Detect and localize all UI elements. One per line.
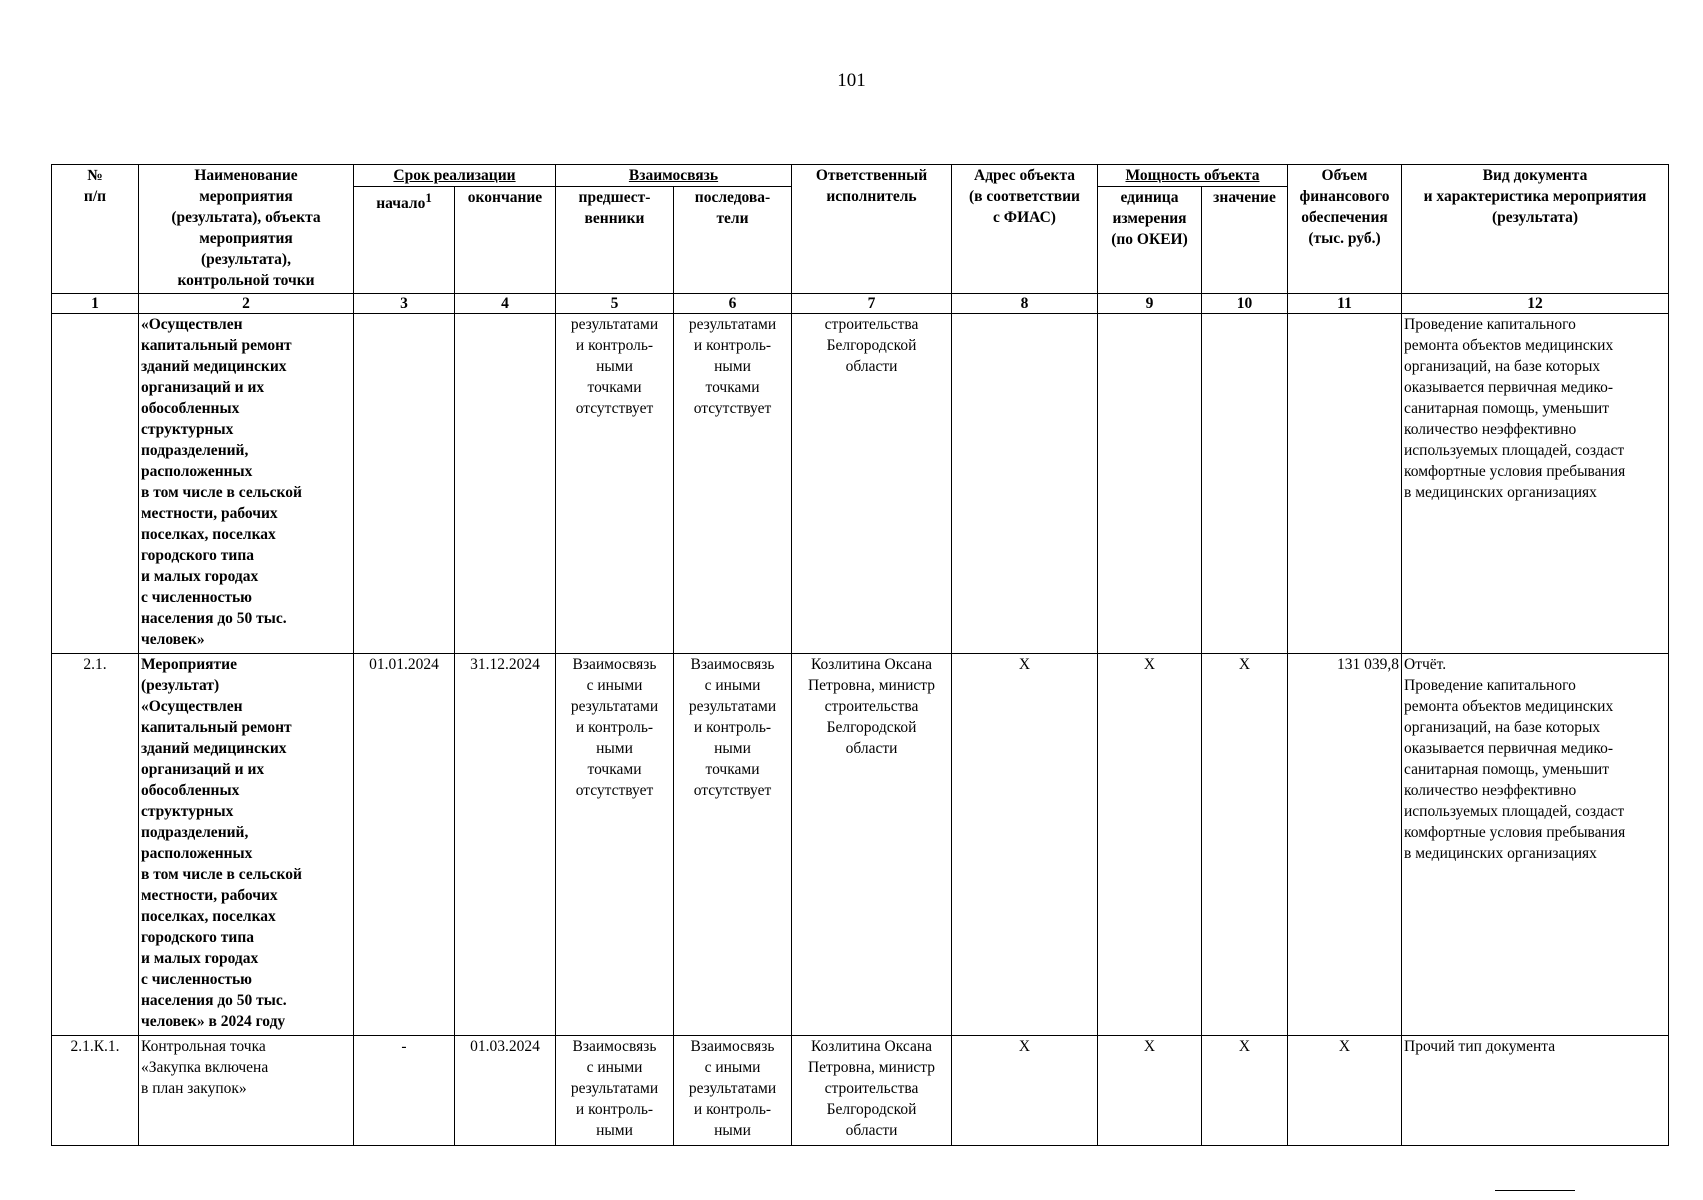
- row-responsible: строительства Белгородской области: [792, 314, 952, 654]
- row-unit: X: [1098, 654, 1202, 1036]
- col-number: 5: [556, 294, 674, 314]
- header-doc: Вид документа и характеристика мероприятия (результата): [1402, 165, 1669, 294]
- row-successors: результатами и контроль- ными точками отсутствует: [674, 314, 792, 654]
- header-term-label: Срок реализации: [393, 167, 516, 184]
- row-volume: [1288, 314, 1402, 654]
- row-address: X: [952, 1036, 1098, 1146]
- table-row: [52, 314, 1669, 654]
- row-end: 31.12.2024: [455, 654, 556, 1036]
- col-number: 3: [354, 294, 455, 314]
- column-numbers-row: [52, 294, 1669, 314]
- row-value: X: [1202, 1036, 1288, 1146]
- row-predecessors: Взаимосвязь с иными результатами и контроль- ными точками отсутствует: [556, 654, 674, 1036]
- header-start: [354, 187, 455, 294]
- header-term: [354, 165, 556, 187]
- header-successors: последова- тели: [674, 187, 792, 294]
- col-number: 7: [792, 294, 952, 314]
- row-start: [354, 314, 455, 654]
- col-number: 9: [1098, 294, 1202, 314]
- table-row: [52, 654, 1669, 1036]
- row-unit: [1098, 314, 1202, 654]
- row-value: X: [1202, 654, 1288, 1036]
- footnote-marker: 1: [425, 190, 432, 205]
- row-address: X: [952, 654, 1098, 1036]
- row-end: 01.03.2024: [455, 1036, 556, 1146]
- row-start: 01.01.2024: [354, 654, 455, 1036]
- header-volume: Объем финансового обеспечения (тыс. руб.): [1288, 165, 1402, 294]
- row-volume: 131 039,8: [1288, 654, 1402, 1036]
- row-name: Контрольная точка «Закупка включена в план закупок»: [139, 1036, 354, 1146]
- header-name: Наименование мероприятия (результата), объекта мероприятия (результата), контрольной точки: [139, 165, 354, 294]
- row-doc: Прочий тип документа: [1402, 1036, 1669, 1146]
- footnote-rule: [1495, 1190, 1575, 1191]
- row-value: [1202, 314, 1288, 654]
- header-relation: [556, 165, 792, 187]
- page-number: 101: [837, 70, 866, 91]
- row-predecessors: результатами и контроль- ными точками отсутствует: [556, 314, 674, 654]
- header-num: № п/п: [52, 165, 139, 294]
- col-number: 4: [455, 294, 556, 314]
- row-address: [952, 314, 1098, 654]
- row-unit: X: [1098, 1036, 1202, 1146]
- header-address: Адрес объекта (в соответствии с ФИАС): [952, 165, 1098, 294]
- row-responsible: Козлитина Оксана Петровна, министр строительства Белгородской области: [792, 1036, 952, 1146]
- row-end: [455, 314, 556, 654]
- col-number: 2: [139, 294, 354, 314]
- row-number: 2.1.: [52, 654, 139, 1036]
- col-number: 6: [674, 294, 792, 314]
- col-number: 12: [1402, 294, 1669, 314]
- header-value: значение: [1202, 187, 1288, 294]
- header-capacity-label: Мощность объекта: [1125, 167, 1260, 184]
- row-name: Мероприятие (результат) «Осуществлен капитальный ремонт зданий медицинских организаций и их обособленных структурных подразделений, расположенных в том числе в сельской местности, рабочих поселках, поселках городского типа и малых городах с численностью населения до 50 тыс. человек» в 2024 году: [139, 654, 354, 1036]
- header-unit: единица измерения (по ОКЕИ): [1098, 187, 1202, 294]
- col-number: 1: [52, 294, 139, 314]
- row-start: -: [354, 1036, 455, 1146]
- col-number: 11: [1288, 294, 1402, 314]
- header-capacity: [1098, 165, 1288, 187]
- col-number: 10: [1202, 294, 1288, 314]
- row-doc: Проведение капитального ремонта объектов медицинских организаций, на базе которых оказывается первичная медико- санитарная помощь, уменьшит количество неэффективно используемых площадей, создаст комфортные условия пребывания в медицинских организациях: [1402, 314, 1669, 654]
- header-end: окончание: [455, 187, 556, 294]
- header-relation-label: Взаимосвязь: [628, 167, 719, 184]
- row-responsible: Козлитина Оксана Петровна, министр строительства Белгородской области: [792, 654, 952, 1036]
- row-successors: Взаимосвязь с иными результатами и контроль- ными точками отсутствует: [674, 654, 792, 1036]
- row-number: 2.1.К.1.: [52, 1036, 139, 1146]
- row-doc: Отчёт. Проведение капитального ремонта объектов медицинских организаций, на базе которых оказывается первичная медико- санитарная помощь, уменьшит количество неэффективно используемых площадей, создаст комфортные условия пребывания в медицинских организациях: [1402, 654, 1669, 1036]
- header-predecessors: предшест- венники: [556, 187, 674, 294]
- row-successors: Взаимосвязь с иными результатами и контроль- ными: [674, 1036, 792, 1146]
- header-responsible: Ответственный исполнитель: [792, 165, 952, 294]
- header-start-label: начало: [376, 195, 426, 213]
- row-volume: X: [1288, 1036, 1402, 1146]
- row-name: «Осуществлен капитальный ремонт зданий медицинских организаций и их обособленных структурных подразделений, расположенных в том числе в сельской местности, рабочих поселках, поселках городского типа и малых городах с численностью населения до 50 тыс. человек»: [139, 314, 354, 654]
- table-row: [52, 1036, 1669, 1146]
- row-predecessors: Взаимосвязь с иными результатами и контроль- ными: [556, 1036, 674, 1146]
- plan-table: [51, 164, 1669, 1146]
- row-number: [52, 314, 139, 654]
- col-number: 8: [952, 294, 1098, 314]
